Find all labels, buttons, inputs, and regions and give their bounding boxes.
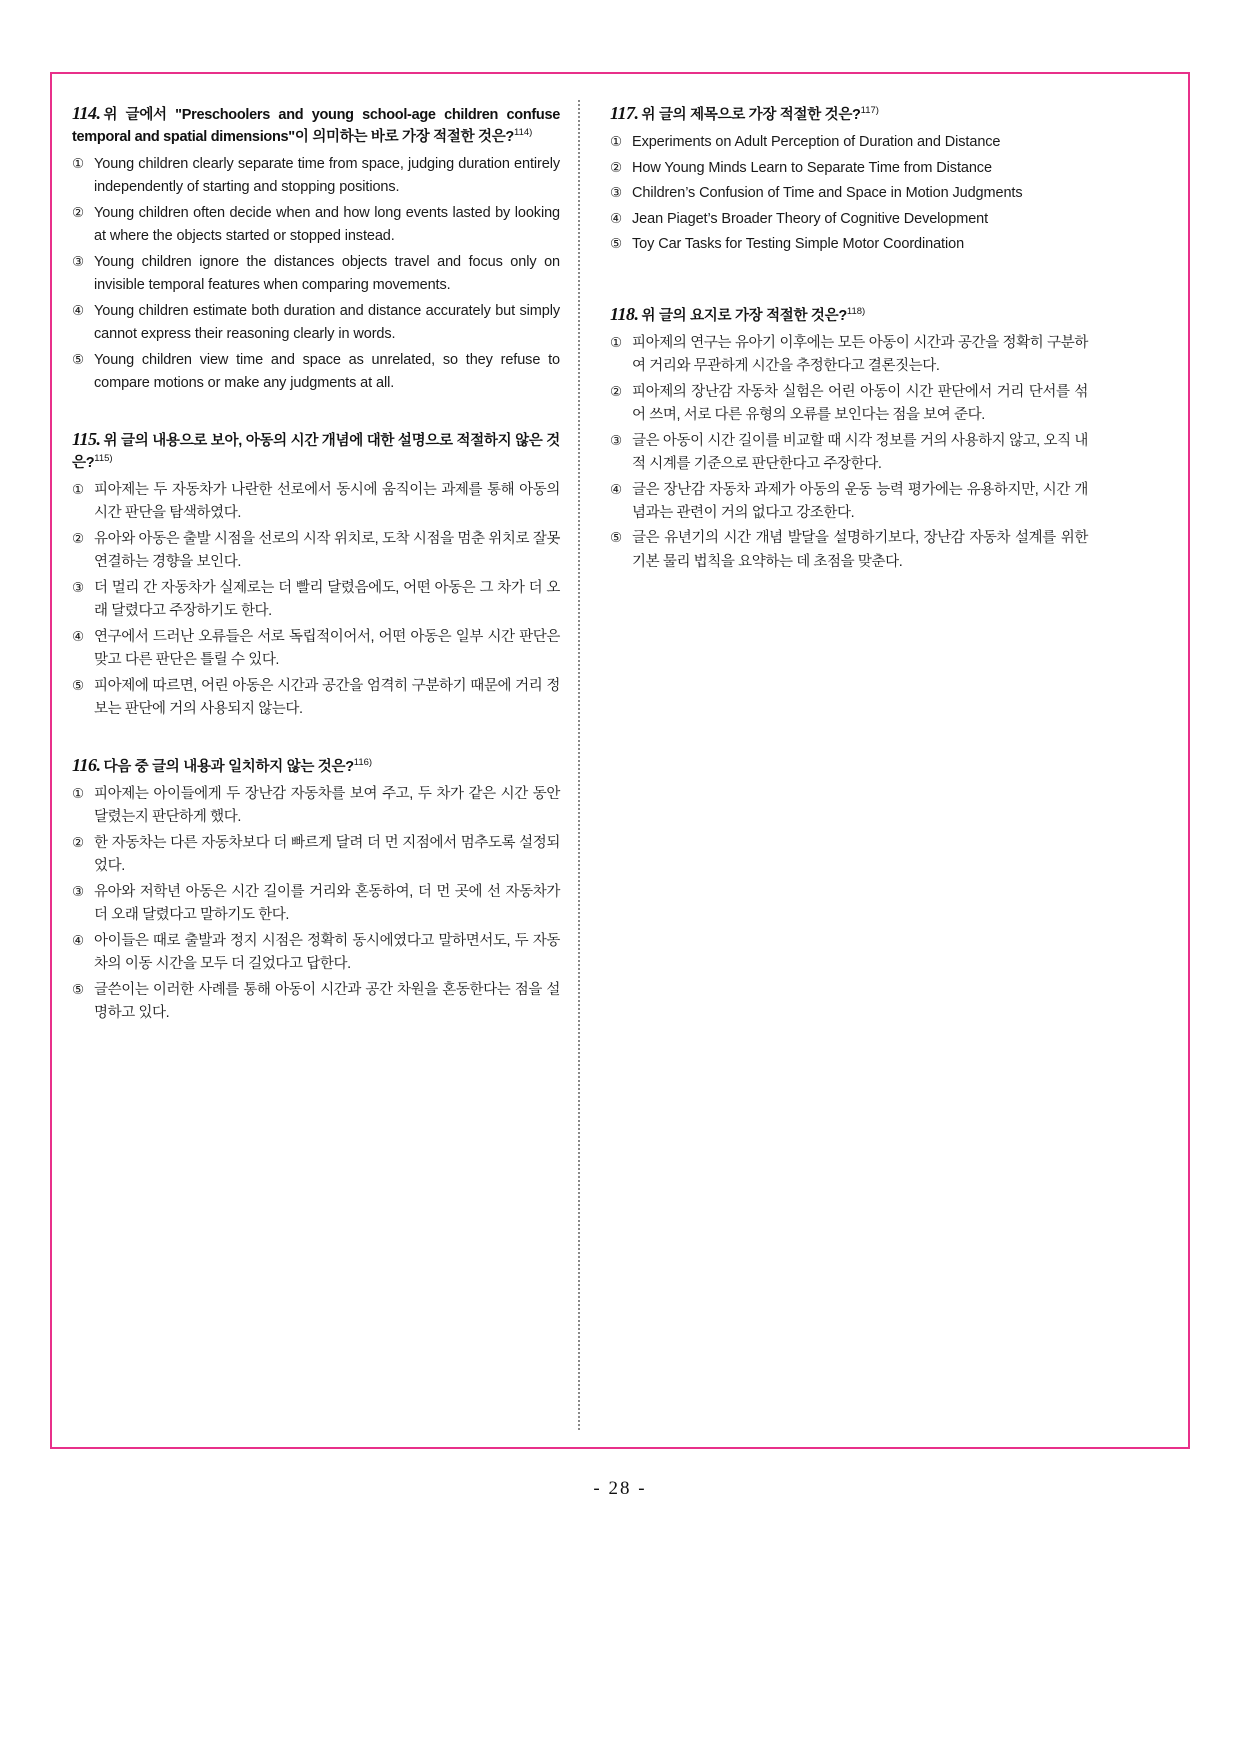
choice-item[interactable] (610, 527, 1088, 574)
choice-text: 유아와 저학년 아동은 시간 길이를 거리와 혼동하여, 더 먼 곳에 선 자동차가 더 오래 달렸다고 말하기도 한다. (94, 883, 560, 924)
choice-item[interactable] (72, 349, 560, 396)
choice-marker: ① (72, 155, 85, 171)
choice-marker: ① (72, 785, 85, 801)
choice-marker: ② (72, 530, 85, 546)
question-118 (610, 301, 1088, 575)
question-116-stem (72, 752, 560, 778)
choice-marker: ④ (610, 481, 623, 497)
choice-text: 한 자동차는 다른 자동차보다 더 빠르게 달려 더 먼 지점에서 멈추도록 설정되었다. (94, 834, 560, 875)
choice-text: 피아제는 아이들에게 두 장난감 자동차를 보여 주고, 두 차가 같은 시간 동안 달렸는지 판단하게 했다. (94, 785, 560, 826)
choice-text: Toy Car Tasks for Testing Simple Motor Coordination (632, 236, 965, 253)
choice-marker: ⑤ (72, 351, 85, 367)
choice-text: Young children view time and space as unrelated, so they refuse to compare motions or make any judgments at all. (94, 351, 560, 392)
choice-text: 글쓴이는 이러한 사례를 통해 아동이 시간과 공간 차원을 혼동한다는 점을 설명하고 있다. (94, 981, 560, 1022)
choice-text: 피아제에 따르면, 어린 아동은 시간과 공간을 엄격히 구분하기 때문에 거리 정보는 판단에 거의 사용되지 않는다. (94, 677, 560, 718)
choice-text: 연구에서 드러난 오류들은 서로 독립적이어서, 어떤 아동은 일부 시간 판단은 맞고 다른 판단은 틀릴 수 있다. (94, 628, 560, 669)
choice-item[interactable] (610, 479, 1088, 526)
page-number: - 28 - (593, 1478, 647, 1499)
choice-text: Jean Piaget’s Broader Theory of Cognitive Development (632, 210, 989, 227)
choice-item[interactable] (72, 251, 560, 298)
question-114-choices (72, 153, 560, 396)
question-116-stem-text: 다음 중 글의 내용과 일치하지 않는 것은? (103, 758, 354, 775)
question-115-stem (72, 426, 560, 474)
choice-marker: ③ (72, 253, 85, 269)
question-118-number: 118. (610, 303, 639, 324)
choice-marker: ② (610, 383, 623, 399)
choice-marker: ② (72, 204, 85, 220)
choice-item[interactable] (610, 182, 1088, 205)
choice-marker: ④ (72, 932, 85, 948)
choice-marker: ⑤ (72, 677, 85, 693)
choice-item[interactable] (610, 332, 1088, 379)
choice-text: 글은 아동이 시간 길이를 비교할 때 시각 정보를 거의 사용하지 않고, 오직 내적 시계를 기준으로 판단한다고 주장한다. (632, 432, 1088, 473)
choice-marker: ② (72, 834, 85, 850)
choice-marker: ① (610, 334, 623, 350)
choice-item[interactable] (72, 577, 560, 624)
question-115-stem-text: 위 글의 내용으로 보아, 아동의 시간 개념에 대한 설명으로 적절하지 않은 것은? (72, 432, 560, 471)
choice-marker: ⑤ (610, 530, 623, 546)
question-117-sup: 117) (860, 105, 879, 117)
choice-item[interactable] (610, 233, 1088, 256)
page-columns (72, 100, 1168, 1430)
question-117-number: 117. (610, 103, 639, 123)
choice-item[interactable] (72, 930, 560, 977)
question-115-sup: 115) (94, 452, 113, 464)
choice-text: 글은 유년기의 시간 개념 발달을 설명하기보다, 장난감 자동차 설계를 위한 기본 물리 법칙을 요약하는 데 초점을 맞춘다. (632, 530, 1088, 570)
choice-text: 더 멀리 간 자동차가 실제로는 더 빨리 달렸음에도, 어떤 아동은 그 차가 더 오래 달렸다고 주장하기도 한다. (94, 579, 560, 620)
question-115 (72, 426, 560, 722)
choice-marker: ④ (72, 628, 85, 644)
choice-marker: ④ (72, 302, 85, 318)
question-116-choices (72, 783, 560, 1026)
question-117-stem (610, 100, 1088, 126)
choice-item[interactable] (72, 528, 560, 575)
question-116-number: 116. (72, 754, 101, 775)
question-118-stem (610, 301, 1088, 327)
choice-marker: ⑤ (610, 236, 623, 252)
question-116 (72, 752, 560, 1026)
choice-marker: ④ (610, 210, 623, 226)
choice-marker: ③ (610, 185, 623, 201)
choice-marker: ③ (72, 883, 85, 899)
choice-marker: ③ (72, 579, 85, 595)
question-114-sup: 114) (513, 127, 533, 139)
question-118-stem-text: 위 글의 요지로 가장 적절한 것은? (641, 307, 847, 324)
choice-item[interactable] (72, 979, 560, 1026)
choice-item[interactable] (610, 430, 1088, 477)
choice-text: 유아와 아동은 출발 시점을 선로의 시작 위치로, 도착 시점을 멈춘 위치로 잘못 연결하는 경향을 보인다. (94, 530, 560, 571)
choice-item[interactable] (72, 300, 560, 347)
choice-text: 아이들은 때로 출발과 정지 시점은 정확히 동시에였다고 말하면서도, 두 자동차의 이동 시간을 모두 더 길었다고 답한다. (94, 932, 560, 973)
choice-item[interactable] (610, 381, 1088, 428)
choice-text: Young children ignore the distances objects travel and focus only on invisible temporal features when comparing movements. (94, 253, 560, 294)
question-115-number: 115. (72, 428, 101, 449)
choice-text: 피아제의 장난감 자동차 실험은 어린 아동이 시간 판단에서 거리 단서를 섞어 쓰며, 서로 다른 유형의 오류를 보인다는 점을 보여 준다. (632, 383, 1088, 424)
question-114-stem (72, 100, 560, 148)
choice-item[interactable] (72, 202, 560, 249)
choice-item[interactable] (72, 783, 560, 830)
choice-marker: ⑤ (72, 981, 85, 997)
question-117-stem-text: 위 글의 제목으로 가장 적절한 것은? (641, 107, 861, 123)
choice-item[interactable] (72, 675, 560, 722)
question-115-choices (72, 479, 560, 722)
choice-text: 글은 장난감 자동차 과제가 아동의 운동 능력 평가에는 유용하지만, 시간 개념과는 관련이 거의 없다고 강조한다. (632, 481, 1088, 521)
choice-text: 피아제는 두 자동차가 나란한 선로에서 동시에 움직이는 과제를 통해 아동의 시간 판단을 탐색하였다. (94, 481, 560, 522)
choice-text: 피아제의 연구는 유아기 이후에는 모든 아동이 시간과 공간을 정확히 구분하여 거리와 무관하게 시간을 추정한다고 결론짓는다. (632, 334, 1088, 375)
question-117 (610, 100, 1088, 257)
choice-text: Young children often decide when and how long events lasted by looking at where the objects started or stopped instead. (94, 204, 560, 245)
choice-marker: ③ (610, 432, 623, 448)
choice-item[interactable] (72, 153, 560, 200)
question-114 (72, 100, 560, 396)
choice-marker: ② (610, 159, 623, 175)
choice-item[interactable] (72, 479, 560, 526)
question-117-choices (610, 131, 1088, 256)
choice-item[interactable] (610, 157, 1088, 180)
choice-item[interactable] (72, 832, 560, 879)
choice-marker: ① (610, 134, 623, 150)
choice-item[interactable] (72, 626, 560, 673)
choice-item[interactable] (610, 208, 1088, 231)
column-left (72, 100, 580, 1430)
choice-item[interactable] (72, 881, 560, 928)
choice-text: Children’s Confusion of Time and Space in Motion Judgments (632, 185, 1023, 202)
question-114-number: 114. (72, 103, 101, 123)
question-118-choices (610, 332, 1088, 575)
question-114-stem-text: 위 글에서 "Preschoolers and young school-age children confuse temporal and spatial dimensions"이 의미하는 바로 가장 적절한 것은? (72, 107, 560, 145)
choice-item[interactable] (610, 131, 1088, 154)
choice-text: Experiments on Adult Perception of Duration and Distance (632, 134, 1001, 151)
question-118-sup: 118) (846, 305, 866, 317)
choice-text: Young children estimate both duration and distance accurately but simply cannot express their reasoning clearly in words. (94, 302, 560, 343)
choice-text: Young children clearly separate time from space, judging duration entirely independently of starting and stopping positions. (94, 155, 560, 196)
choice-text: How Young Minds Learn to Separate Time from Distance (632, 159, 992, 176)
question-116-sup: 116) (353, 756, 373, 768)
choice-marker: ① (72, 481, 85, 497)
column-right (580, 100, 1088, 1430)
